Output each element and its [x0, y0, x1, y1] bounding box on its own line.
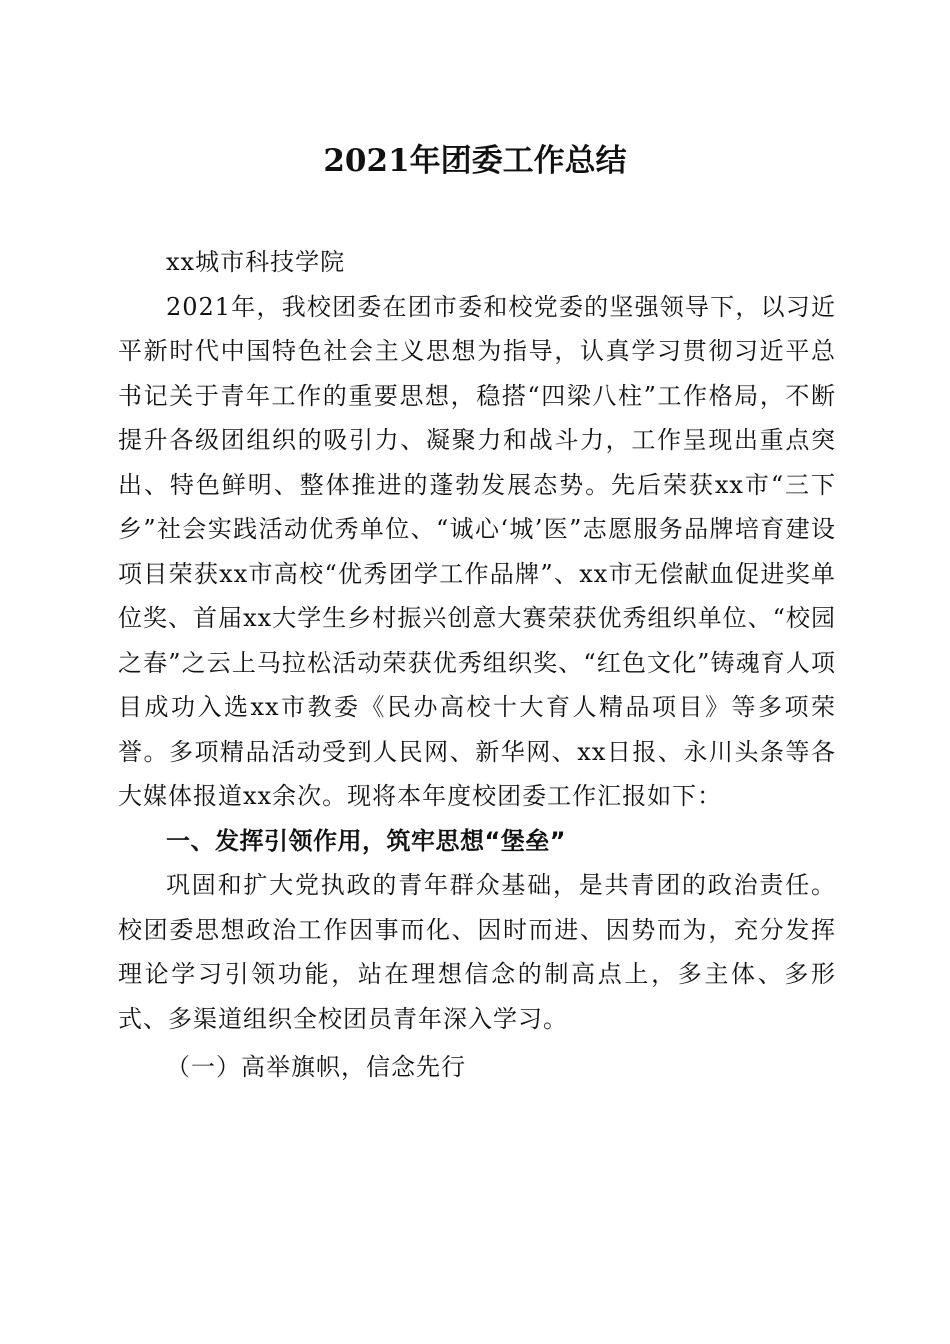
section-heading-1: 一、发挥引领作用，筑牢思想“堡垒”: [166, 826, 567, 855]
intro-paragraph: 2021年，我校团委在团市委和校党委的坚强领导下，以习近平新时代中国特色社会主义思想为指导，认真学习贯彻习近平总书记关于青年工作的重要思想，稳搭“四梁八柱”工作格局，不断提升各级团组织的吸引力、凝聚力和战斗力，工作呈现出重点突出、特色鲜明、整体推进的蓬勃发展态势。先后荣获xx市“三下乡”社会实践活动优秀单位、“诚心‘城’医”志愿服务品牌培育建设项目荣获xx市高校“优秀团学工作品牌”、xx市无偿献血促进奖单位奖、首届xx大学生乡村振兴创意大赛荣获优秀组织单位、“校园之春”之云上马拉松活动荣获优秀组织奖、“红色文化”铸魂育人项目成功入选xx市教委《民办高校十大育人精品项目》等多项荣誉。多项精品活动受到人民网、新华网、xx日报、永川头条等各大媒体报道xx余次。现将本年度校团委工作汇报如下：: [118, 292, 836, 810]
document-body: [118, 240, 836, 1090]
author-organization: xx城市科技学院: [166, 248, 346, 276]
document-title: 2021年团委工作总结: [323, 143, 627, 179]
section-1-paragraph: 巩固和扩大党执政的青年群众基础，是共青团的政治责任。校团委思想政治工作因事而化、因时而进、因势而为，充分发挥理论学习引领功能，站在理想信念的制高点上，多主体、多形式、多渠道组织全校团员青年深入学习。: [118, 871, 836, 1033]
subsection-heading-1: （一）高举旗帜，信念先行: [166, 1053, 466, 1081]
